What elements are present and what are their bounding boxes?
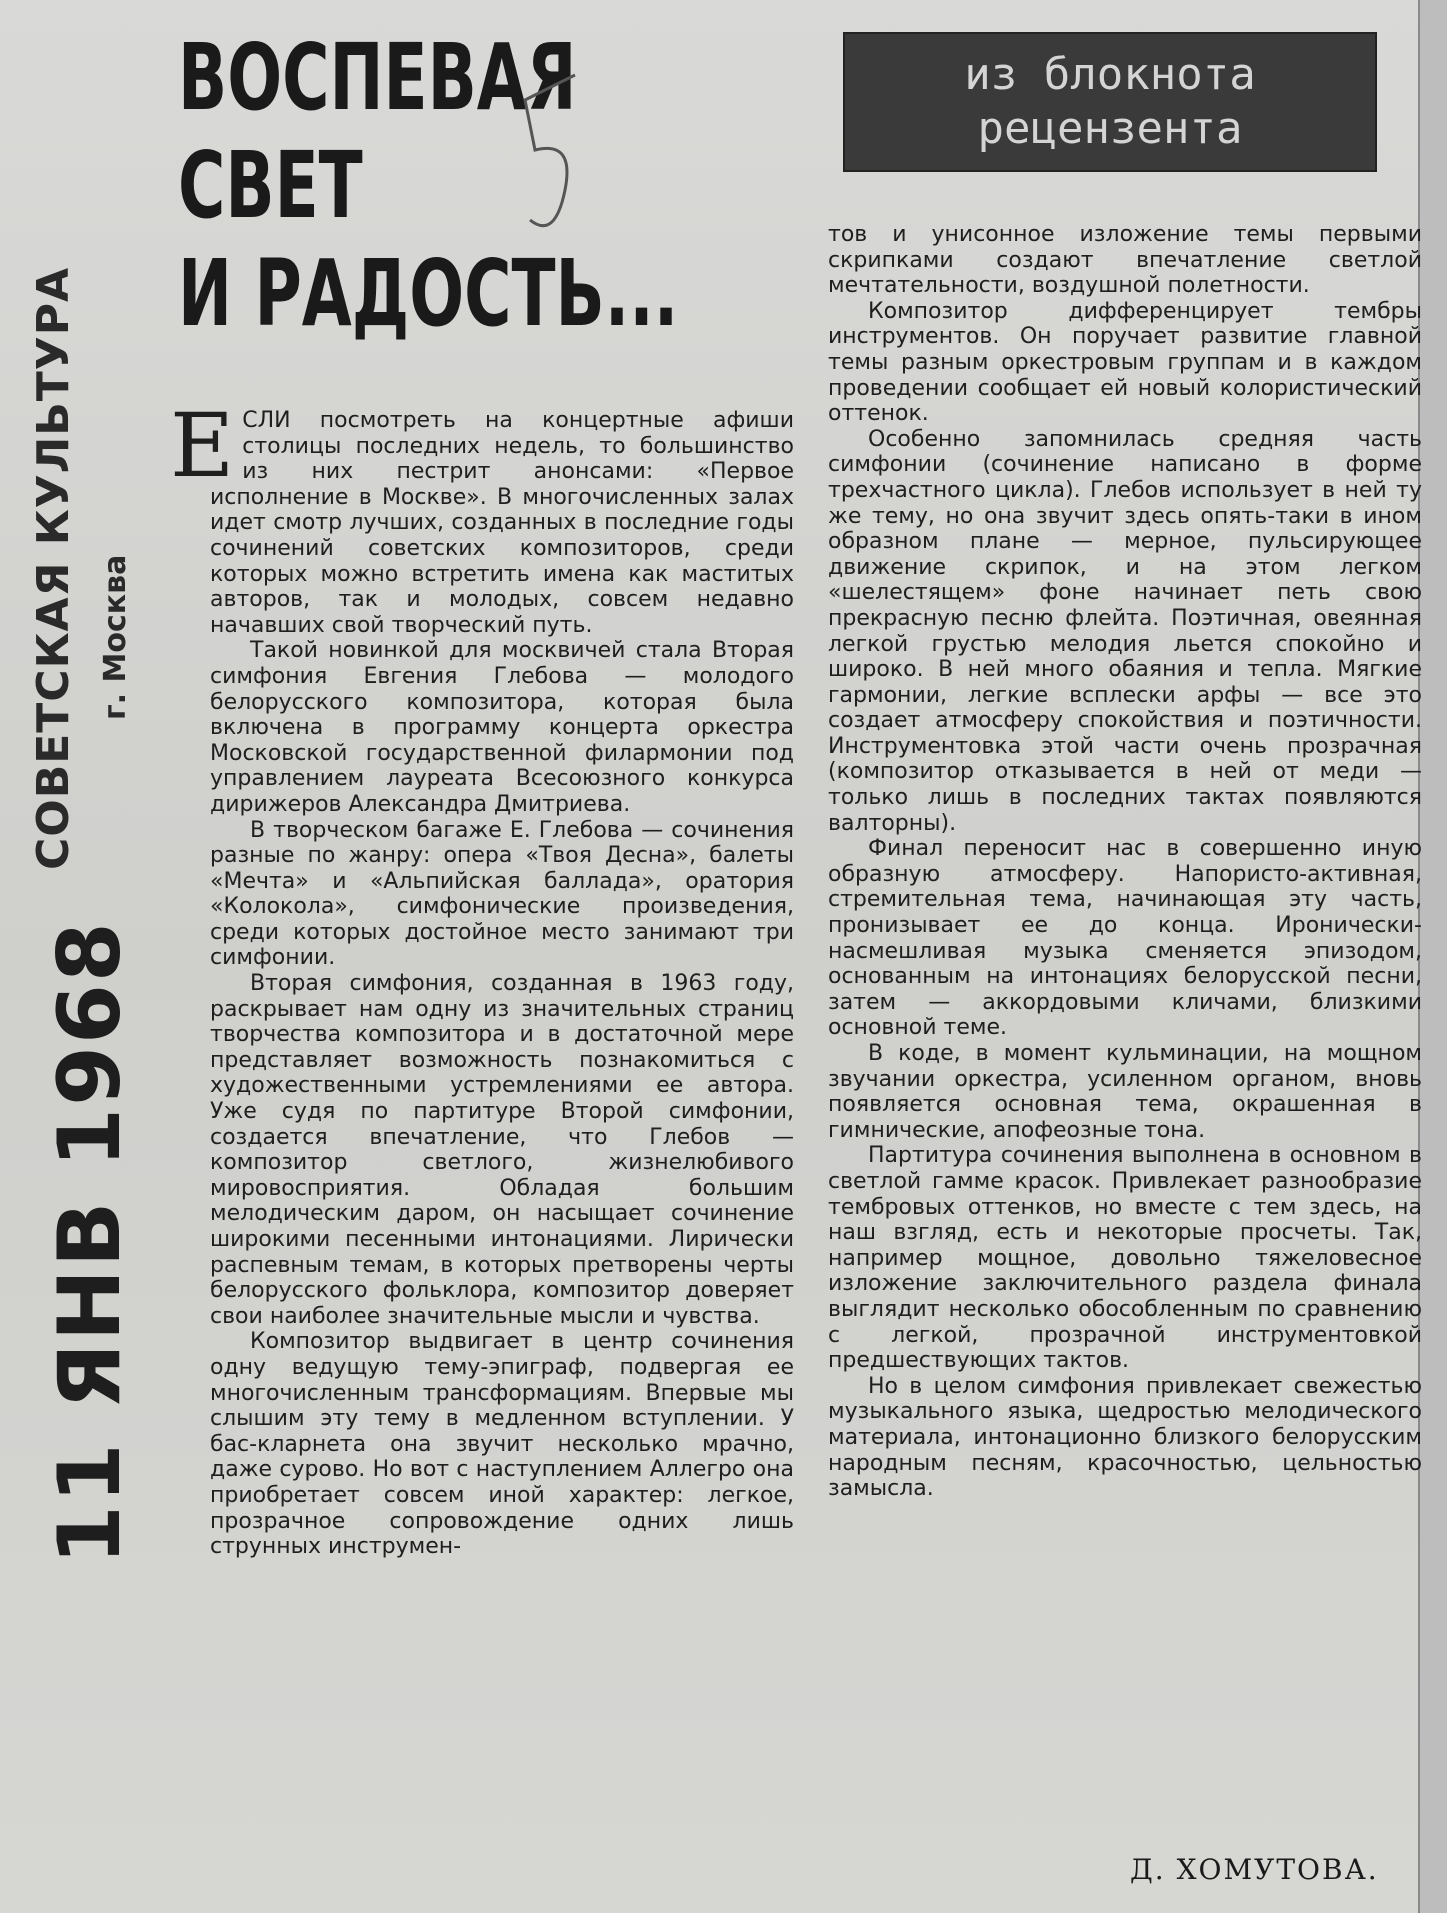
paragraph-text: СЛИ посмотреть на концертные афиши столицы последних недель, то большинство из них пестрит анонсами: «Первое исполнение в Москве». В многочисленных залах идет смотр лучших, созданных в последние годы сочинений советских композиторов, среди которых можно встретить имена как маститых авторов, так и молодых, совсем недавно начавших свой творческий путь. — [210, 408, 794, 638]
article-column-1 — [170, 394, 794, 1560]
rubric-line-1: из блокнота — [964, 49, 1256, 100]
paragraph: Но в целом симфония привлекает свежестью музыкального языка, щедростью мелодического материала, интонационно близкого белорусским народным песням, красочностью, цельностью замысла. — [828, 1373, 1422, 1502]
rubric-line-2: рецензента — [977, 103, 1243, 154]
paragraph: Композитор выдвигает в центр сочинения одну ведущую тему-эпиграф, подвергая ее многочисленным трансформациям. Впервые мы слышим эту тему в медленном вступлении. У бас-кларнета она звучит несколько мрачно, даже сурово. Но вот с наступлением Аллегро она приобретает совсем иной характер: легкое, прозрачное сопровождение одних лишь струнных инструмен- — [210, 1329, 794, 1560]
author-signature: Д. ХОМУТОВА. — [1130, 1853, 1379, 1886]
rubric-box — [843, 32, 1377, 172]
paragraph — [170, 394, 794, 638]
city-stamp: г. Москва — [98, 554, 133, 720]
headline-line-2: СВЕТ — [178, 132, 363, 239]
paragraph: Партитура сочинения выполнена в основном в светлой гамме красок. Привлекает разнообразие тембровых оттенков, но вместе с тем здесь, на наш взгляд, есть и некоторые просчеты. Так, например мощное, довольно тяжеловесное изложение заключительного раздела финала выглядит несколько обособленным по сравнению с легкой, прозрачной инструментовкой предшествующих тактов. — [828, 1143, 1422, 1374]
clipping-edge — [1418, 0, 1447, 1913]
paragraph: Композитор дифференцирует тембры инструментов. Он поручает развитие главной темы разным оркестровым группам и в каждом проведении сообщает ей новый колористический оттенок. — [828, 298, 1422, 427]
headline-line-1: ВОСПЕВАЯ — [178, 24, 577, 131]
article-column-2 — [828, 222, 1422, 1502]
newspaper-name-stamp: СОВЕТСКАЯ КУЛЬТУРА — [28, 266, 79, 870]
paragraph: Такой новинкой для москвичей стала Вторая симфония Евгения Глебова — молодого белорусского композитора, которая была включена в программу концерта оркестра Московской государственной филармонии под управлением лауреата Всесоюзного конкурса дирижеров Александра Дмитриева. — [210, 638, 794, 817]
drop-cap: Е — [170, 394, 235, 497]
paragraph: Особенно запомнилась средняя часть симфонии (сочинение написано в форме трехчастного цикла). Глебов использует в ней ту же тему, но она звучит здесь опять-таки в ином образном плане — мерное, пульсирующее движение скрипок, и на этом легком «шелестящем» фоне начинает петь свою прекрасную песню флейта. Поэтичная, овеянная легкой грустью мелодия льется спокойно и широко. В ней много обаяния и тепла. Мягкие гармонии, легкие всплески арфы — все это создает атмосферу спокойствия и поэтичности. Инструментовка этой части очень прозрачная (композитор отказывается в ней от меди — только лишь в последних тактах появляются валторны). — [828, 426, 1422, 836]
headline-line-3: И РАДОСТЬ... — [178, 240, 679, 347]
pencil-mark-icon — [505, 70, 595, 250]
paragraph: В коде, в момент кульминации, на мощном звучании оркестра, усиленном органом, вновь появляется основная тема, окрашенная в гимнические, апофеозные тона. — [828, 1041, 1422, 1143]
paragraph: В творческом багаже Е. Глебова — сочинения разные по жанру: опера «Твоя Десна», балеты «Мечта» и «Альпийская баллада», оратория «Колокола», симфонические произведения, среди которых достойное место занимают три симфонии. — [210, 817, 794, 971]
date-stamp: 11 ЯНВ 1968 — [40, 920, 140, 1565]
paragraph: тов и унисонное изложение темы первыми скрипками создают впечатление светлой мечтательности, воздушной полетности. — [828, 222, 1422, 299]
paragraph: Финал переносит нас в совершенно иную образную атмосферу. Напористо-активная, стремительная тема, начинающая эту часть, пронизывает ее до конца. Иронически-насмешливая музыка сменяется эпизодом, основанным на интонациях белорусской песни, затем — аккордовыми кличами, близкими основной теме. — [828, 836, 1422, 1041]
paragraph: Вторая симфония, созданная в 1963 году, раскрывает нам одну из значительных страниц творчества композитора и в достаточной мере представляет возможность познакомиться с художественными устремлениями ее автора. Уже судя по партитуре Второй симфонии, создается впечатление, что Глебов — композитор светлого, жизнелюбивого мировосприятия. Обладая большим мелодическим даром, он насыщает сочинение широкими песенными интонациями. Лирически распевным темам, в которых претворены черты белорусского фольклора, композитор доверяет свои наиболее значительные мысли и чувства. — [210, 971, 794, 1329]
